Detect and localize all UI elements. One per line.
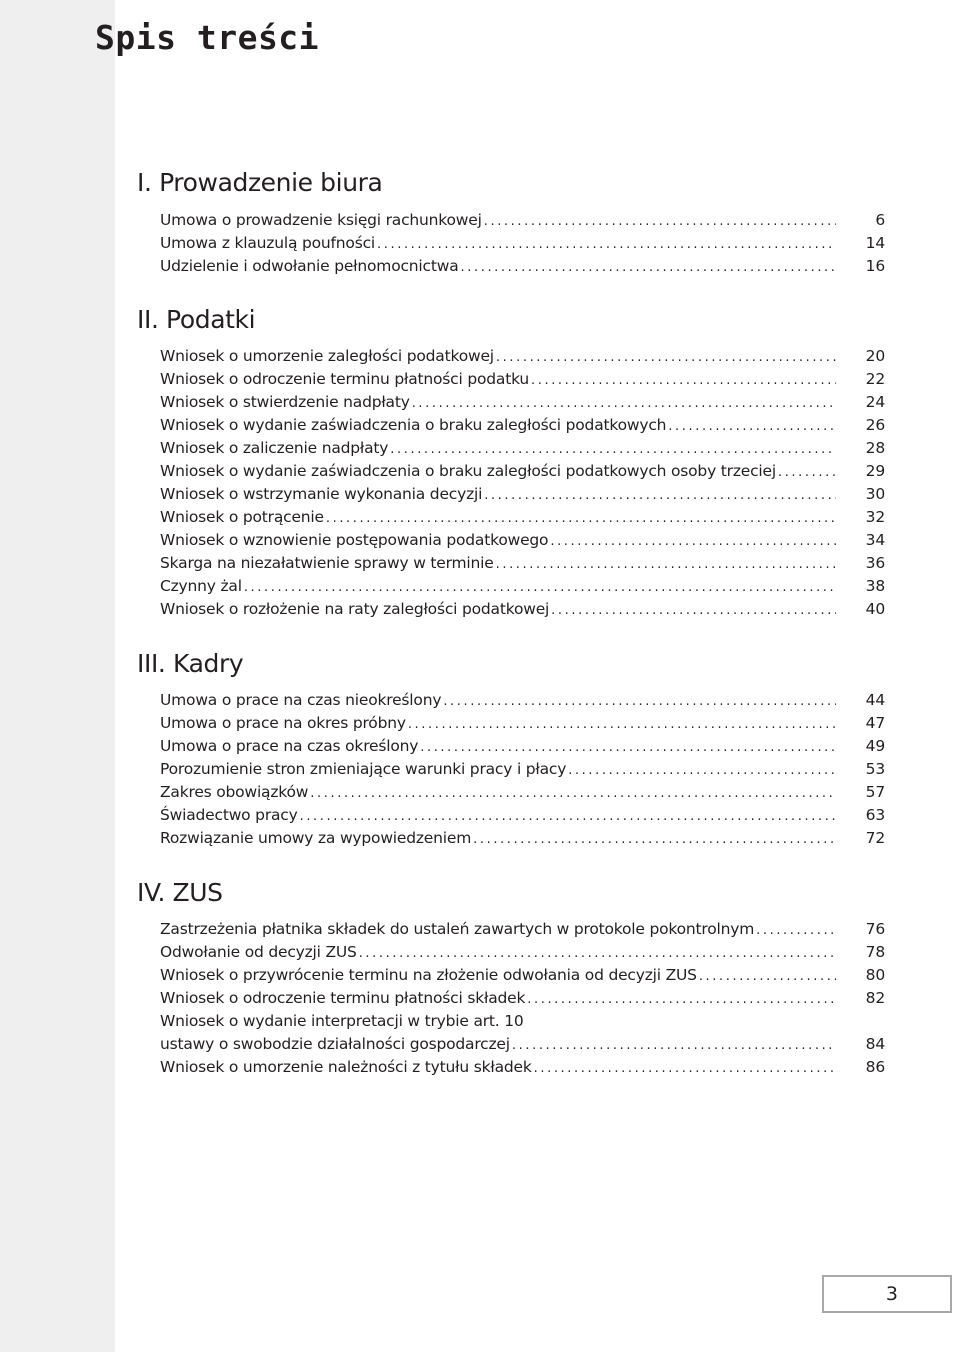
section-heading-podatki: II. Podatki <box>137 305 256 334</box>
dot-leader <box>550 530 836 553</box>
toc-entry-page: 44 <box>865 691 885 709</box>
dot-leader <box>756 919 836 942</box>
dot-leader <box>496 553 836 576</box>
toc-entry-label: Umowa o prowadzenie księgi rachunkowej <box>160 211 482 229</box>
toc-entry-label: Wniosek o przywrócenie terminu na złożenie odwołania od decyzji ZUS <box>160 966 697 984</box>
toc-entry[interactable] <box>160 964 885 987</box>
page-margin-band <box>0 0 115 1352</box>
toc-entry[interactable] <box>160 391 885 414</box>
toc-entry[interactable] <box>160 255 885 278</box>
toc-entry-label: ustawy o swobodzie działalności gospodarczej <box>160 1035 510 1053</box>
toc-entry-page: 72 <box>865 829 885 847</box>
dot-leader <box>534 1057 836 1080</box>
page-title: Spis treści <box>95 18 320 57</box>
toc-entry[interactable] <box>160 712 885 735</box>
toc-entry[interactable] <box>160 918 885 941</box>
dot-leader <box>778 461 836 484</box>
toc-entry[interactable] <box>160 552 885 575</box>
section-heading-zus: IV. ZUS <box>137 878 223 907</box>
toc-entry-label: Wniosek o wydanie zaświadczenia o braku zaległości podatkowych osoby trzeciej <box>160 462 776 480</box>
toc-entry-page: 36 <box>865 554 885 572</box>
toc-entry-page: 53 <box>865 760 885 778</box>
toc-entry[interactable] <box>160 598 885 621</box>
toc-entry-label: Wniosek o wstrzymanie wykonania decyzji <box>160 485 483 503</box>
toc-entry[interactable] <box>160 827 885 850</box>
dot-leader <box>551 599 836 622</box>
toc-entry-label: Zakres obowiązków <box>160 783 309 801</box>
dot-leader <box>310 782 836 805</box>
toc-entry-label: Świadectwo pracy <box>160 806 298 824</box>
toc-entry-label: Wniosek o umorzenie zaległości podatkowej <box>160 347 494 365</box>
toc-entry-first-line[interactable] <box>160 1010 885 1033</box>
dot-leader <box>496 346 836 369</box>
toc-entry-label: Wniosek o potrącenie <box>160 508 324 526</box>
toc-entry-label: Wniosek o rozłożenie na raty zaległości podatkowej <box>160 600 550 618</box>
toc-entry-page: 38 <box>865 577 885 595</box>
toc-entry[interactable] <box>160 232 885 255</box>
toc-entry-page: 28 <box>865 439 885 457</box>
dot-leader <box>484 210 836 233</box>
toc-entry-page: 86 <box>865 1058 885 1076</box>
dot-leader <box>408 713 836 736</box>
toc-entry-page: 40 <box>865 600 885 618</box>
toc-entry[interactable] <box>160 1056 885 1079</box>
toc-entry-label: Wniosek o wydanie zaświadczenia o braku zaległości podatkowych <box>160 416 667 434</box>
toc-entry-label: Wniosek o odroczenie terminu płatności składek <box>160 989 526 1007</box>
toc-entry[interactable] <box>160 781 885 804</box>
toc-entry-page: 49 <box>865 737 885 755</box>
toc-entry[interactable] <box>160 1033 885 1056</box>
dot-leader <box>300 805 836 828</box>
dot-leader <box>531 369 836 392</box>
toc-entry-page: 26 <box>865 416 885 434</box>
toc-entry-label: Porozumienie stron zmieniające warunki pracy i płacy <box>160 760 567 778</box>
toc-entry[interactable] <box>160 804 885 827</box>
toc-entry-label: Wniosek o stwierdzenie nadpłaty <box>160 393 410 411</box>
toc-entry[interactable] <box>160 529 885 552</box>
dot-leader <box>699 965 836 988</box>
dot-leader <box>420 736 836 759</box>
toc-entry-label: Odwołanie od decyzji ZUS <box>160 943 357 961</box>
toc-entry[interactable] <box>160 941 885 964</box>
dot-leader <box>326 507 836 530</box>
toc-entry[interactable] <box>160 987 885 1010</box>
toc-entry-page: 80 <box>865 966 885 984</box>
toc-entry[interactable] <box>160 437 885 460</box>
toc-entry[interactable] <box>160 368 885 391</box>
toc-entry-page: 29 <box>865 462 885 480</box>
page-number: 3 <box>822 1275 952 1313</box>
toc-entry[interactable] <box>160 758 885 781</box>
toc-entry-label: Umowa o prace na czas określony <box>160 737 419 755</box>
toc-entry[interactable] <box>160 575 885 598</box>
toc-entry-page: 22 <box>865 370 885 388</box>
toc-entry-page: 34 <box>865 531 885 549</box>
toc-entry-page: 78 <box>865 943 885 961</box>
toc-entry-label: Wniosek o wznowienie postępowania podatkowego <box>160 531 549 549</box>
dot-leader <box>473 828 836 851</box>
dot-leader <box>443 690 836 713</box>
dot-leader <box>244 576 836 599</box>
dot-leader <box>512 1034 836 1057</box>
toc-entry-page: 30 <box>865 485 885 503</box>
toc-entry-page: 32 <box>865 508 885 526</box>
toc-entry-label: Wniosek o zaliczenie nadpłaty <box>160 439 389 457</box>
toc-entry-page: 24 <box>865 393 885 411</box>
toc-entry[interactable] <box>160 209 885 232</box>
toc-entry-page: 20 <box>865 347 885 365</box>
dot-leader <box>568 759 836 782</box>
toc-entry-page: 57 <box>865 783 885 801</box>
toc-entry-label: Umowa z klauzulą poufności <box>160 234 376 252</box>
dot-leader <box>390 438 836 461</box>
toc-entry-page: 6 <box>875 211 885 229</box>
toc-entry[interactable] <box>160 414 885 437</box>
dot-leader <box>527 988 836 1011</box>
toc-entry-label: Zastrzeżenia płatnika składek do ustaleń zawartych w protokole pokontrolnym <box>160 920 755 938</box>
toc-entry[interactable] <box>160 506 885 529</box>
toc-entry[interactable] <box>160 483 885 506</box>
toc-entry-page: 14 <box>865 234 885 252</box>
dot-leader <box>668 415 836 438</box>
dot-leader <box>377 233 836 256</box>
section-heading-kadry: III. Kadry <box>137 649 244 678</box>
toc-entry-label: Czynny żal <box>160 577 242 595</box>
dot-leader <box>359 942 836 965</box>
toc-entry[interactable] <box>160 460 885 483</box>
toc-entry-page: 84 <box>865 1035 885 1053</box>
toc-entry-label: Umowa o prace na czas nieokreślony <box>160 691 442 709</box>
toc-entry-label: Wniosek o wydanie interpretacji w trybie art. 10 <box>160 1012 524 1030</box>
toc-entry[interactable] <box>160 689 885 712</box>
toc-entry-label: Udzielenie i odwołanie pełnomocnictwa <box>160 257 459 275</box>
toc-entry[interactable] <box>160 735 885 758</box>
dot-leader <box>484 484 836 507</box>
toc-entry-page: 47 <box>865 714 885 732</box>
toc-entry-page: 82 <box>865 989 885 1007</box>
toc-entry-label: Skarga na niezałatwienie sprawy w terminie <box>160 554 494 572</box>
toc-entry-page: 16 <box>865 257 885 275</box>
dot-leader <box>412 392 836 415</box>
toc-entry[interactable] <box>160 345 885 368</box>
section-heading-prowadzenie-biura: I. Prowadzenie biura <box>137 168 383 197</box>
toc-entry-label: Umowa o prace na okres próbny <box>160 714 406 732</box>
toc-entry-label: Wniosek o odroczenie terminu płatności podatku <box>160 370 529 388</box>
toc-entry-label: Wniosek o umorzenie należności z tytułu składek <box>160 1058 532 1076</box>
toc-entry-page: 76 <box>865 920 885 938</box>
toc-entry-page: 63 <box>865 806 885 824</box>
dot-leader <box>461 256 836 279</box>
toc-entry-label: Rozwiązanie umowy za wypowiedzeniem <box>160 829 472 847</box>
